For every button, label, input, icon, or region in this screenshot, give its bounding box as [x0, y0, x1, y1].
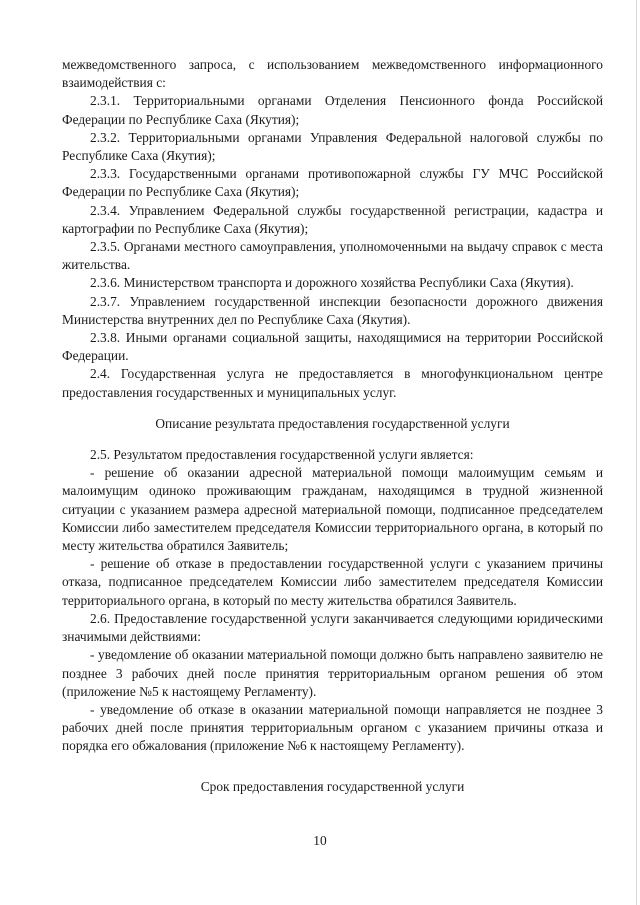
paragraph-2-3-4: 2.3.4. Управлением Федеральной службы государственной регистрации, кадастра и картографии по Республике Саха (Якутия); [62, 202, 603, 236]
paragraph-2-3-2: 2.3.2. Территориальными органами Управления Федеральной налоговой службы по Республике Саха (Якутия); [62, 129, 603, 164]
paragraph-2-3-7: 2.3.7. Управлением государственной инспекции безопасности дорожного движения Министерства внутренних дел по Республике Саха (Якутия). [62, 293, 603, 327]
paragraph-2-3-1: 2.3.1. Территориальными органами Отделения Пенсионного фонда Российской Федерации по Республике Саха (Якутия); [62, 93, 603, 127]
section-heading-result: Описание результата предоставления государственной услуги [155, 415, 510, 431]
document-page [62, 56, 603, 796]
paragraph-2-3-8: 2.3.8. Иными органами социальной защиты, находящимися на территории Российской Федерации. [62, 330, 603, 364]
paragraph-notice-grant: - уведомление об оказании материальной помощи должно быть направлено заявителю не позднее 3 рабочих дней после принятия территориальным органом решения об этом (приложение №5 к настоящему Регламенту). [62, 647, 603, 699]
paragraph-decision-refusal: - решение об отказе в предоставлении государственной услуги с указанием причины отказа, подписанное председателем Комиссии либо заместителем председателя Комиссии территориального органа, в который по месту жительства обратился Заявитель. [62, 556, 603, 608]
page-number: 10 [313, 833, 327, 848]
paragraph-2-6: 2.6. Предоставление государственной услуги заканчивается следующими юридическими значимыми действиями: [62, 610, 603, 645]
paragraph-interagency-request: межведомственного запроса, с использованием межведомственного информационного взаимодействия с: [62, 57, 603, 91]
paragraph-2-3-6: 2.3.6. Министерством транспорта и дорожного хозяйства Республики Саха (Якутия). [90, 275, 574, 291]
scan-edge-line [636, 0, 637, 905]
document-body [62, 56, 603, 796]
paragraph-decision-grant: - решение об оказании адресной материальной помощи малоимущим семьям и малоимущим одиноко проживающим гражданам, находящимся в трудной жизненной ситуации с указанием размера адресной материальной помощи, подписанное председателем Комиссии либо заместителем председателя Комиссии территориального органа, в который по месту жительства обратился Заявитель; [62, 465, 603, 554]
section-heading-term: Срок предоставления государственной услуги [200, 778, 465, 794]
paragraph-notice-refusal: - уведомление об отказе в оказании материальной помощи направляется не позднее 3 рабочих дней после принятия территориальным органом с указанием причины отказа и порядка его обжалования (приложение №6 к настоящему Регламенту). [62, 701, 603, 754]
paragraph-2-5: 2.5. Результатом предоставления государственной услуги является: [90, 447, 474, 463]
paragraph-2-3-5: 2.3.5. Органами местного самоуправления, уполномоченными на выдачу справок с места жительства. [62, 239, 603, 273]
paragraph-2-4: 2.4. Государственная услуга не предоставляется в многофункциональном центре предоставления государственных и муниципальных услуг. [62, 366, 603, 400]
paragraph-2-3-3: 2.3.3. Государственными органами противопожарной службы ГУ МЧС Российской Федерации по Республике Саха (Якутия); [62, 166, 603, 200]
